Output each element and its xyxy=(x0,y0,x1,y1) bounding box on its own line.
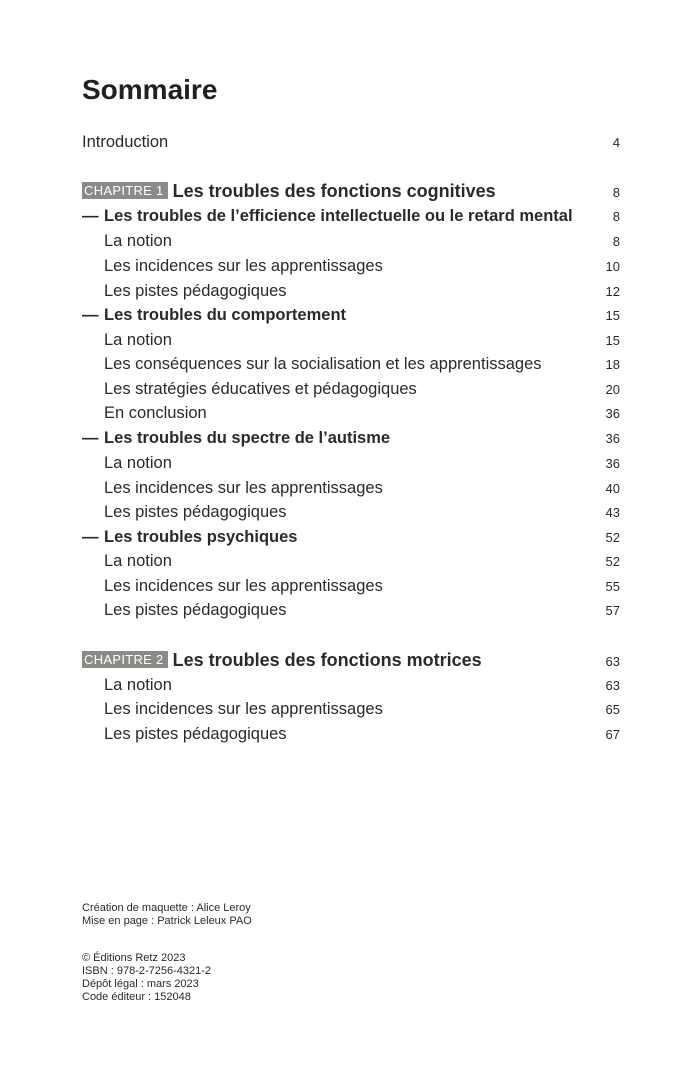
item-label: Les stratégies éducatives et pédagogiques xyxy=(104,380,417,398)
item-label: Les pistes pédagogiques xyxy=(104,282,287,300)
toc-item[interactable] xyxy=(82,282,620,301)
section-label: Les troubles du spectre de l’autisme xyxy=(104,429,391,447)
toc-item[interactable] xyxy=(82,355,620,374)
chapter-badge: CHAPITRE 2 xyxy=(82,651,168,668)
item-label: Les incidences sur les apprentissages xyxy=(104,577,383,595)
toc-intro-label: Introduction xyxy=(82,133,169,151)
toc-page xyxy=(82,0,620,1076)
chapter-badge: CHAPITRE 1 xyxy=(82,182,168,199)
item-label: La notion xyxy=(104,676,172,694)
item-label: Les incidences sur les apprentissages xyxy=(104,257,383,275)
section-label: Les troubles psychiques xyxy=(104,528,298,546)
item-page: 36 xyxy=(605,406,620,421)
chapter-title: Les troubles des fonctions cognitives xyxy=(172,181,496,201)
toc-item[interactable] xyxy=(82,232,620,251)
toc-item[interactable] xyxy=(82,503,620,522)
item-page: 8 xyxy=(612,234,620,249)
credit-copyright: © Éditions Retz 2023 xyxy=(82,952,186,964)
credit-design: Création de maquette : Alice Leroy xyxy=(82,902,251,914)
item-page: 40 xyxy=(605,481,620,496)
toc-item[interactable] xyxy=(82,479,620,498)
credit-publisher-code: Code éditeur : 152048 xyxy=(82,991,191,1003)
toc-item[interactable] xyxy=(82,380,620,399)
item-page: 20 xyxy=(605,382,620,397)
section-page: 52 xyxy=(605,530,620,545)
item-page: 52 xyxy=(605,554,620,569)
credit-layout: Mise en page : Patrick Leleux PAO xyxy=(82,915,252,927)
toc-intro[interactable] xyxy=(82,133,620,152)
item-label: La notion xyxy=(104,331,172,349)
item-label: Les pistes pédagogiques xyxy=(104,601,287,619)
toc-section[interactable] xyxy=(82,429,620,448)
section-page: 36 xyxy=(605,431,620,446)
item-page: 36 xyxy=(605,456,620,471)
section-label: Les troubles du comportement xyxy=(104,306,347,324)
toc-item[interactable] xyxy=(82,404,620,423)
dash-icon: — xyxy=(82,528,99,546)
toc-item[interactable] xyxy=(82,454,620,473)
item-page: 63 xyxy=(605,678,620,693)
toc-item[interactable] xyxy=(82,601,620,620)
toc-section[interactable] xyxy=(82,207,620,226)
section-page: 8 xyxy=(612,209,620,224)
chapter-page: 63 xyxy=(605,654,620,669)
toc-item[interactable] xyxy=(82,725,620,744)
toc-item[interactable] xyxy=(82,257,620,276)
item-page: 15 xyxy=(605,333,620,348)
item-label: La notion xyxy=(104,454,172,472)
dash-icon: — xyxy=(82,306,99,324)
item-page: 65 xyxy=(605,702,620,717)
item-label: En conclusion xyxy=(104,404,207,422)
credits-design-block xyxy=(82,902,252,928)
section-label: Les troubles de l’efficience intellectuelle ou le retard mental xyxy=(104,207,573,225)
credit-isbn: ISBN : 978-2-7256-4321-2 xyxy=(82,965,212,977)
toc-item[interactable] xyxy=(82,676,620,695)
item-label: Les conséquences sur la socialisation et les apprentissages xyxy=(104,355,542,373)
toc-intro-page: 4 xyxy=(612,135,620,150)
toc-section[interactable] xyxy=(82,528,620,547)
item-page: 57 xyxy=(605,603,620,618)
item-page: 10 xyxy=(605,259,620,274)
item-label: Les incidences sur les apprentissages xyxy=(104,700,383,718)
item-label: Les incidences sur les apprentissages xyxy=(104,479,383,497)
chapter-page: 8 xyxy=(612,185,620,200)
item-page: 67 xyxy=(605,727,620,742)
item-page: 18 xyxy=(605,357,620,372)
toc-chapter-1[interactable] xyxy=(82,181,620,202)
page-title: Sommaire xyxy=(82,74,218,105)
toc-chapter-2[interactable] xyxy=(82,650,620,671)
credits-legal-block xyxy=(82,952,211,1004)
item-page: 55 xyxy=(605,579,620,594)
item-page: 43 xyxy=(605,505,620,520)
toc-item[interactable] xyxy=(82,577,620,596)
chapter-title: Les troubles des fonctions motrices xyxy=(172,650,482,670)
toc-section[interactable] xyxy=(82,306,620,325)
toc-item[interactable] xyxy=(82,331,620,350)
dash-icon: — xyxy=(82,429,99,447)
item-page: 12 xyxy=(605,284,620,299)
section-page: 15 xyxy=(605,308,620,323)
item-label: La notion xyxy=(104,552,172,570)
item-label: Les pistes pédagogiques xyxy=(104,725,287,743)
toc-item[interactable] xyxy=(82,700,620,719)
dash-icon: — xyxy=(82,207,99,225)
credit-legal-deposit: Dépôt légal : mars 2023 xyxy=(82,978,199,990)
toc-item[interactable] xyxy=(82,552,620,571)
item-label: La notion xyxy=(104,232,172,250)
item-label: Les pistes pédagogiques xyxy=(104,503,287,521)
